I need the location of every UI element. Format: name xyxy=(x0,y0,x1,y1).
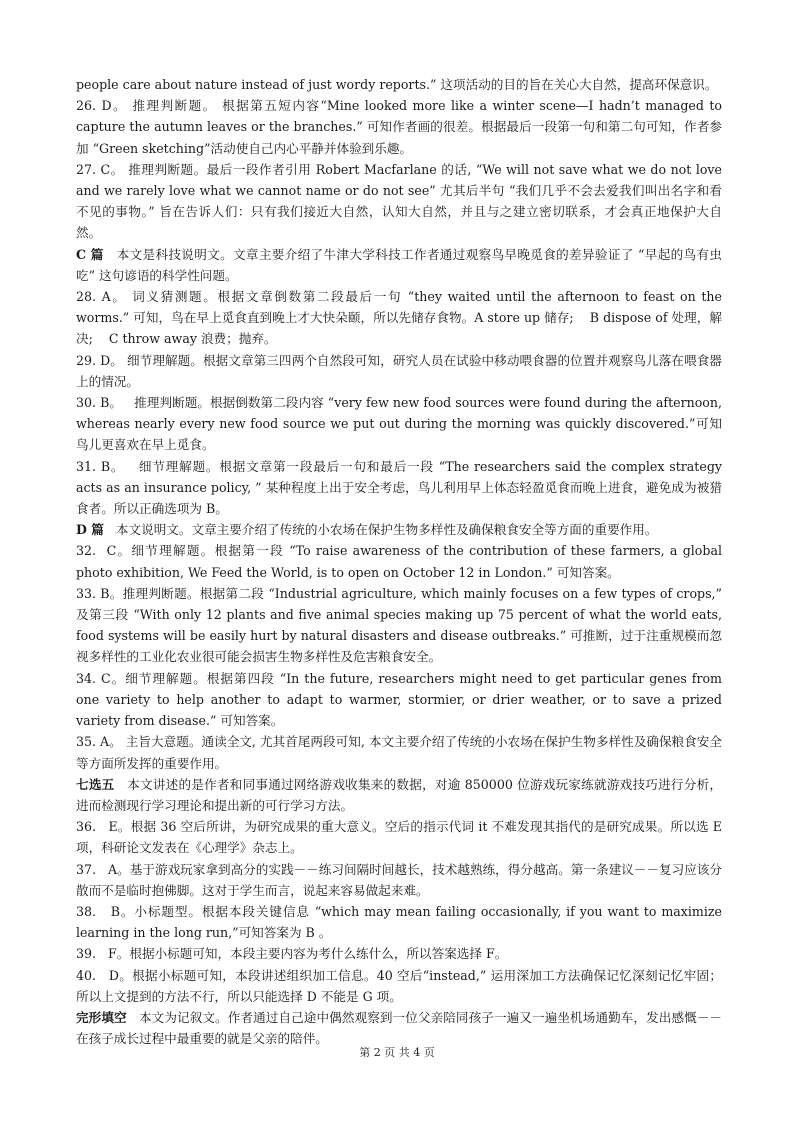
section-label: 完形填空 xyxy=(76,1009,127,1025)
paragraph: 40. D。根据小标题可知，本段讲述组织加工信息。40 空后“instead,” 运用深加工方法确保记忆深刻记忆牢固；所以上文提到的方法不行，所以只能选择 D 不能是 G 项。 xyxy=(76,967,722,1004)
paragraph: 29. D。 细节理解题。根据文章第三四两个自然段可知，研究人员在试验中移动喂食器的位置并观察鸟儿落在喂食器上的情况。 xyxy=(76,352,722,389)
section-label: 七选五 xyxy=(76,776,115,792)
paragraph: 26. D。 推理判断题。 根据第五短内容“Mine looked more like a winter scene—I hadn’t managed to capture the autumn leaves or the branches.” 可知作者画的很差。根据最后一段第一句和第二句可知，作者参加 “Green sketching”活动使自己内心平静并体验到乐趣。 xyxy=(76,98,727,156)
paragraph: 32. C。细节理解题。根据第一段 “To raise awareness of the contribution of these farmers, a global photo exhibition, We Feed the World, is to open on October 12 in London.” 可知答案。 xyxy=(76,543,727,580)
paragraph: 35. A。 主旨大意题。通读全文, 尤其首尾两段可知, 本文主要介绍了传统的小农场在保护生物多样性及确保粮食安全等方面所发挥的重要作用。 xyxy=(76,734,722,771)
section-label: D 篇 xyxy=(76,522,104,538)
section-heading-seven-choose-five: 七选五 本文讲述的是作者和同事通过网络游戏收集来的数据，对逾 850000 位游戏玩家练就游戏技巧进行分析，进而检测现行学习理论和提出新的可行学习方法。 xyxy=(76,776,722,813)
paragraph: 30. B。 推理判断题。根据倒数第二段内容 “very few new food sources were found during the afternoon, whereas nearly every new food source we put out during the morning was quickly discovered.”可知鸟儿更喜欢在早上觅食。 xyxy=(76,395,727,453)
section-label: C 篇 xyxy=(76,246,104,262)
paragraph: 38. B。小标题型。根据本段关键信息 “which may mean failing occasionally, if you want to maximize learning in the long run,”可知答案为 B 。 xyxy=(76,903,727,941)
section-heading-d: D 篇 本文说明文。文章主要介绍了传统的小农场在保护生物多样性及确保粮食安全等方面的重要作用。 xyxy=(76,522,658,538)
paragraph: 27. C。 推理判断题。最后一段作者引用 Robert Macfarlane 的话, “We will not save what we do not love and we rarely love what we cannot name or do not see” 尤其后半句 “我们几乎不会去爱我们叫出名字和看不见的事物。” 旨在告诉人们：只有我们接近大自然，认知大自然，并且与之建立密切联系，才会真正地保护大自然。 xyxy=(76,161,727,241)
section-heading-c: C 篇 本文是科技说明文。文章主要介绍了牛津大学科技工作者通过观察鸟早晚觅食的差异验证了 “早起的鸟有虫吃” 这句谚语的科学性问题。 xyxy=(76,246,722,283)
paragraph: 37. A。基于游戏玩家拿到高分的实践－－练习间隔时间越长，技术越熟练，得分越高。第一条建议－－复习应该分散而不是临时抱佛脚。这对于学生而言，说起来容易做起来难。 xyxy=(76,861,722,898)
paragraph: 28. A。 词义猜测题。根据文章倒数第二段最后一句 “they waited until the afternoon to feast on the worms.” 可知，鸟在早上觅食直到晚上才大快朵颐，所以先储存食物。A store up 储存; B dispose of 处理，解决; C throw away 浪费；抛弃。 xyxy=(76,289,727,347)
paragraph: 33. B。推理判断题。根据第二段 “Industrial agriculture, which mainly focuses on a few types of crops,” 及第三段 “With only 12 plants and five animal species making up 75 percent of what the world eats, food systems will be easily hurt by natural disasters and disease outbreaks.” 可推断，过于注重规模而忽视多样性的工业化农业很可能会损害生物多样性及危害粮食安全。 xyxy=(76,585,727,665)
paragraph: 34. C。细节理解题。根据第四段 “In the future, researchers might need to get particular genes from one variety to help another to adapt to warmer, stormier, or drier weather, or to save a prized variety from disease.” 可知答案。 xyxy=(76,670,727,729)
answer-explanations xyxy=(76,74,727,1049)
section-heading-cloze: 完形填空 本文为记叙文。作者通过自己途中偶然观察到一位父亲陪同孩子一遍又一遍坐机场通勤车，发出感慨－－在孩子成长过程中最重要的就是父亲的陪伴。 xyxy=(76,1009,723,1047)
paragraph: 39. F。根据小标题可知，本段主要内容为考什么练什么，所以答案选择 F。 xyxy=(76,946,508,962)
paragraph: 36. E。根据 36 空后所讲，为研究成果的重大意义。空后的指示代词 it 不难发现其指代的是研究成果。所以选 E 项，科研论文发表在《心理学》杂志上。 xyxy=(76,819,727,856)
paragraph: 31. B。 细节理解题。根据文章第一段最后一句和最后一段 “The researchers said the complex strategy acts as an insurance policy, ” 某种程度上出于安全考虑，鸟儿利用早上体态轻盈觅食而晚上进食，避免成为被猎食者。所以正确选项为 B。 xyxy=(76,458,727,517)
paragraph: people care about nature instead of just wordy reports.” 这项活动的目的旨在关心大自然，提高环保意识。 xyxy=(76,77,718,92)
page-number-footer: 第 2 页 共 4 页 xyxy=(359,1046,435,1059)
